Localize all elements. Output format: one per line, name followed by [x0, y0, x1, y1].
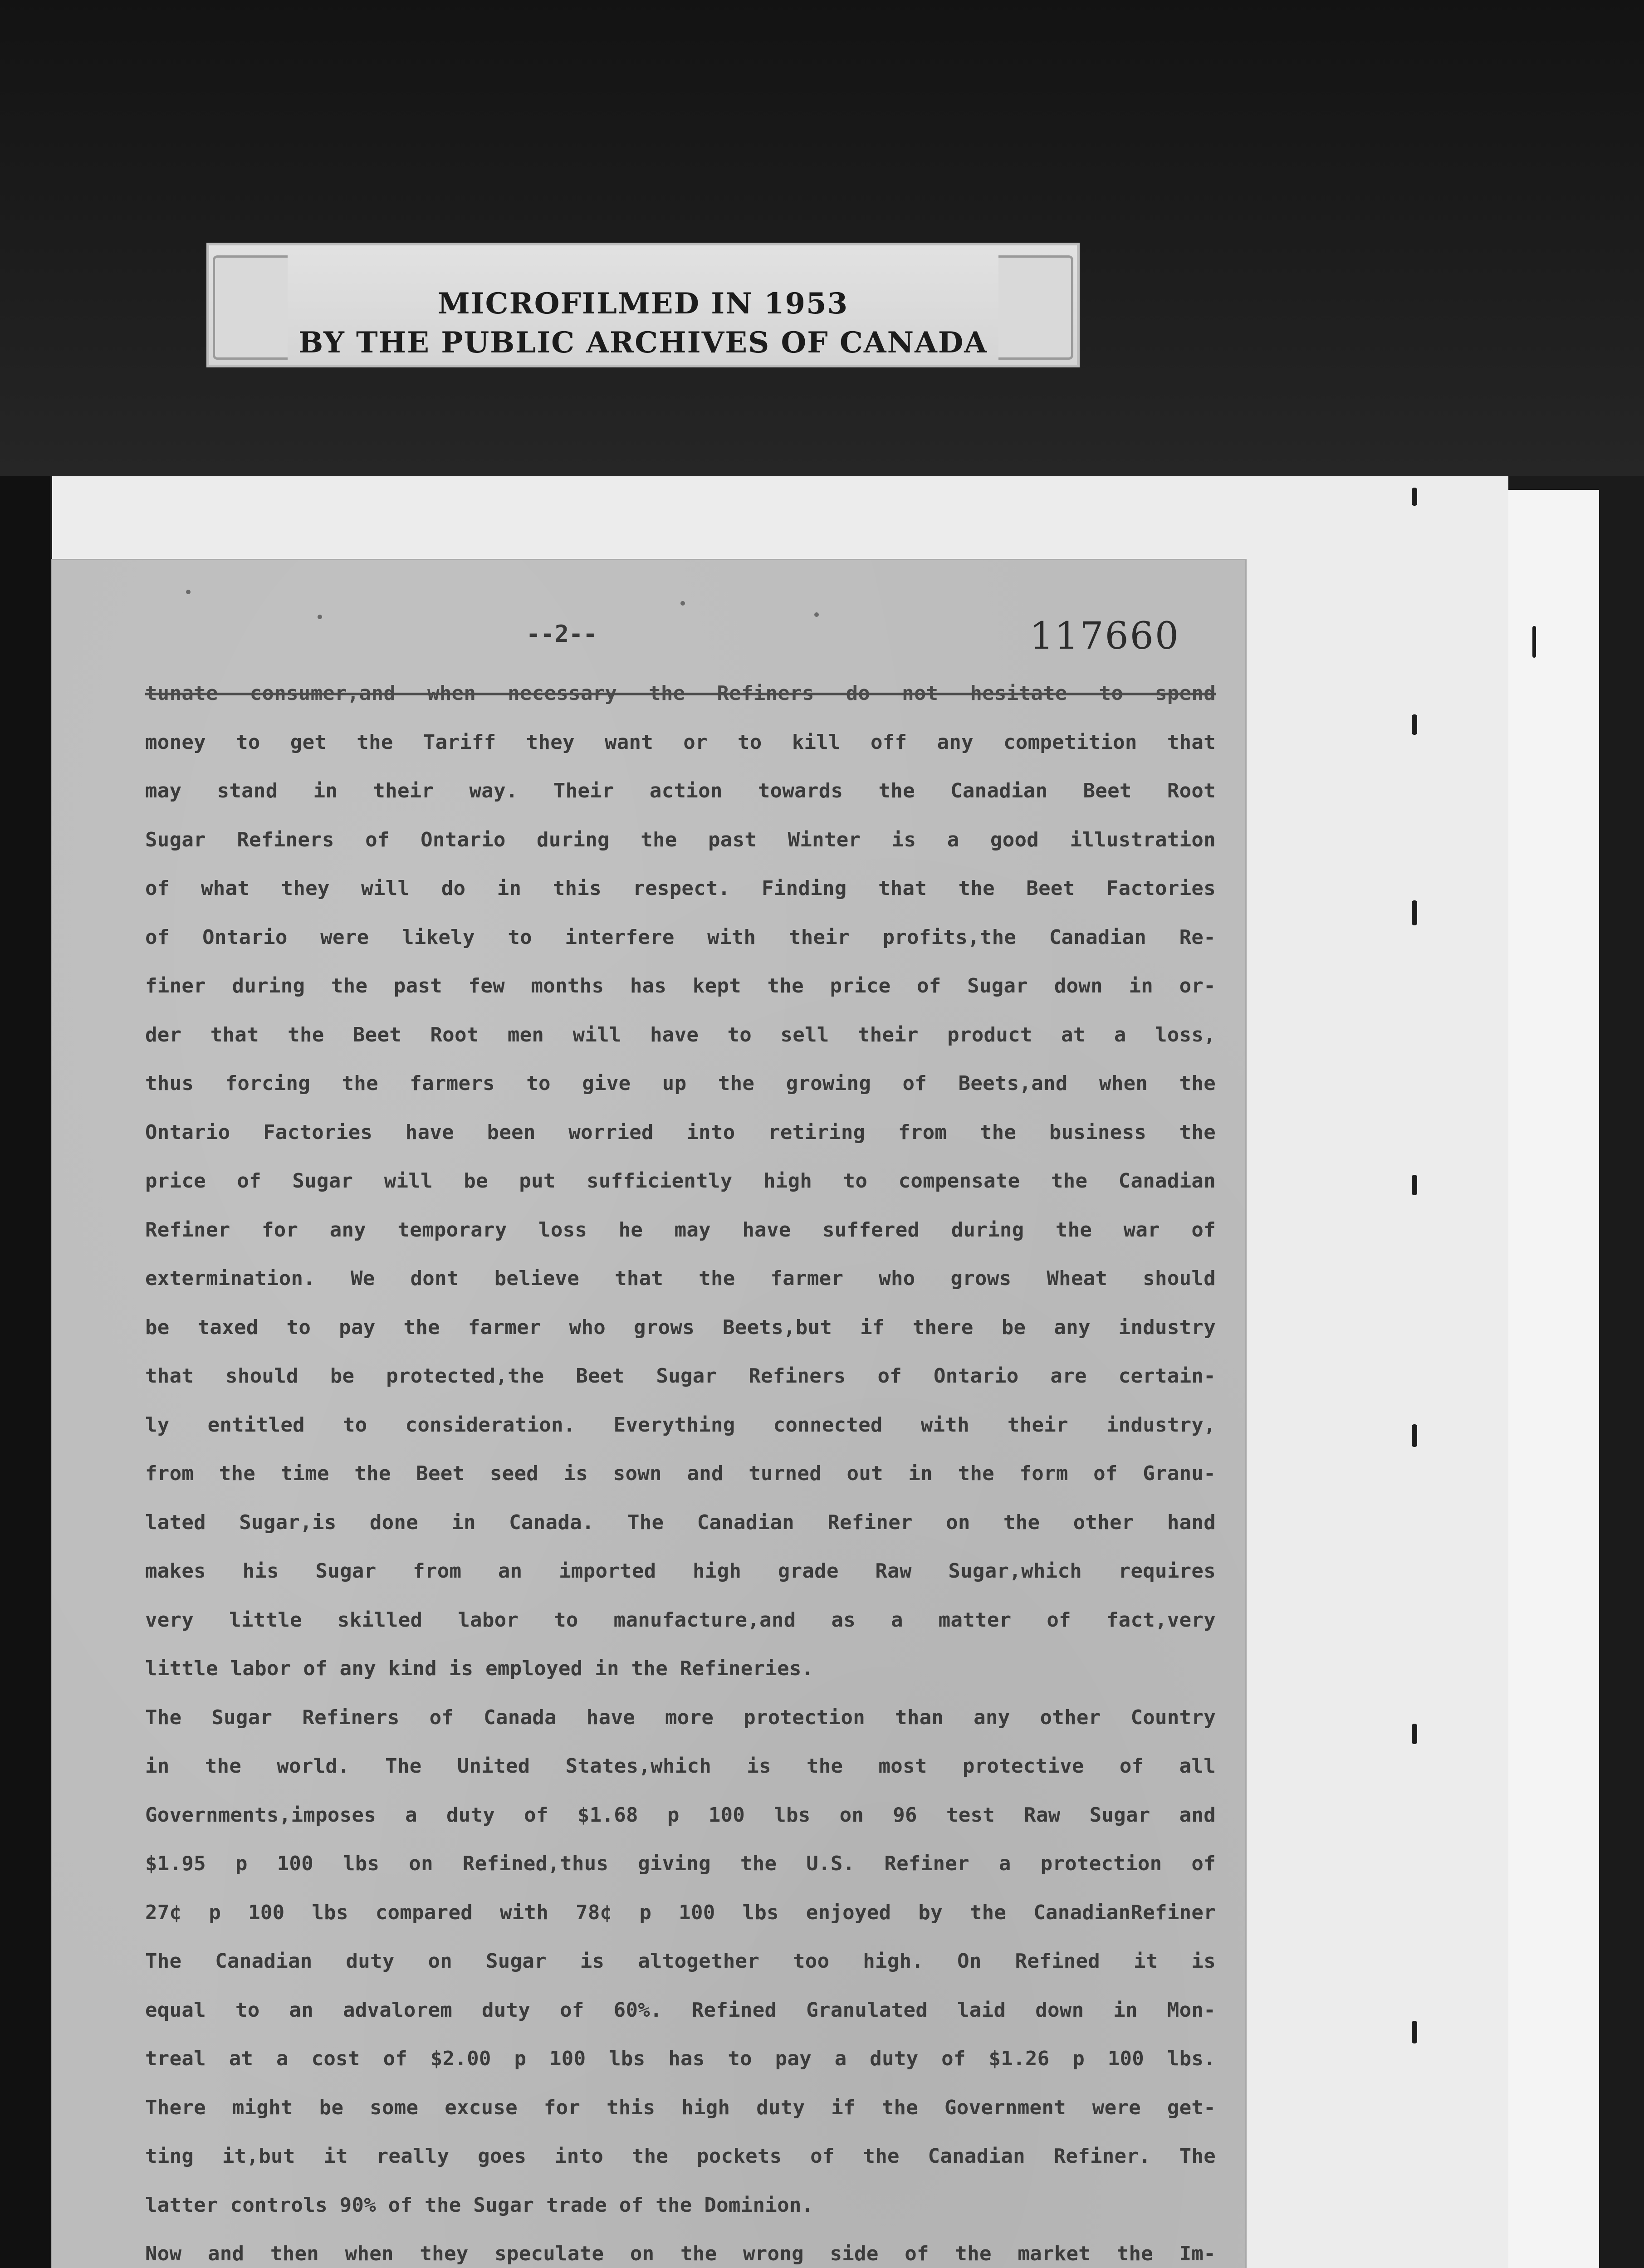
text-line: latter controls 90% of the Sugar trade of the Dominion.: [145, 2193, 814, 2217]
text-line: $1.95 p 100 lbs on Refined,thus giving the U.S. Refiner a protection of: [145, 1852, 1216, 1875]
text-line: ly entitled to consideration. Everything connected with their industry,: [145, 1413, 1216, 1437]
edge-mark: [1412, 900, 1417, 925]
text-line: The Canadian duty on Sugar is altogether too high. On Refined it is: [145, 1950, 1216, 1973]
text-line: of Ontario were likely to interfere with their profits,the Canadian Re-: [145, 925, 1216, 949]
paper-speck: [318, 615, 322, 619]
edge-mark: [1412, 714, 1417, 735]
paper-speck: [186, 590, 191, 594]
text-line: Ontario Factories have been worried into retiring from the business the: [145, 1120, 1216, 1144]
text-line: may stand in their way. Their action towards the Canadian Beet Root: [145, 779, 1216, 802]
paper-speck: [814, 612, 819, 617]
paper-speck: [680, 601, 685, 606]
edge-mark: [1412, 488, 1417, 506]
text-line: Refiner for any temporary loss he may have suffered during the war of: [145, 1218, 1216, 1242]
document-body: [145, 669, 1216, 2268]
text-line: be taxed to pay the farmer who grows Beets,but if there be any industry: [145, 1315, 1216, 1339]
text-line: treal at a cost of $2.00 p 100 lbs has to pay a duty of $1.26 p 100 lbs.: [145, 2047, 1216, 2070]
edge-mark: [1412, 1724, 1417, 1744]
text-line: makes his Sugar from an imported high grade Raw Sugar,which requires: [145, 1559, 1216, 1583]
text-line: Now and then when they speculate on the wrong side of the market the Im-: [145, 2242, 1216, 2265]
text-line: price of Sugar will be put sufficiently high to compensate the Canadian: [145, 1169, 1216, 1193]
text-line: There might be some excuse for this high duty if the Government were get-: [145, 2096, 1216, 2119]
text-line: tunate consumer,and when necessary the Refiners do not hesitate to spend: [145, 682, 1216, 705]
text-line: ting it,but it really goes into the pockets of the Canadian Refiner. The: [145, 2145, 1216, 2168]
text-line: from the time the Beet seed is sown and turned out in the form of Granu-: [145, 1462, 1216, 1485]
microfilm-border-left: [0, 476, 50, 2268]
text-line: in the world. The United States,which is the most protective of all: [145, 1755, 1216, 1778]
edge-mark: [1532, 626, 1536, 658]
text-line: of what they will do in this respect. Finding that the Beet Factories: [145, 877, 1216, 900]
text-line: money to get the Tariff they want or to kill off any competition that: [145, 730, 1216, 754]
edge-mark: [1412, 1424, 1417, 1447]
microfilm-label-text: [206, 284, 1080, 362]
edge-mark: [1412, 1175, 1417, 1195]
microfilm-border-top: [0, 0, 1644, 476]
page-number: --2--: [526, 621, 597, 648]
text-line: extermination. We dont believe that the farmer who grows Wheat should: [145, 1267, 1216, 1290]
document-number: 117660: [1030, 615, 1180, 658]
text-line: that should be protected,the Beet Sugar Refiners of Ontario are certain-: [145, 1364, 1216, 1388]
page-backing-right: [1508, 490, 1599, 2268]
microfilm-label: [206, 243, 1080, 367]
text-line: lated Sugar,is done in Canada. The Canadian Refiner on the other hand: [145, 1510, 1216, 1534]
label-line-1: MICROFILMED IN 1953: [437, 287, 849, 321]
text-line: der that the Beet Root men will have to sell their product at a loss,: [145, 1023, 1216, 1046]
text-line: thus forcing the farmers to give up the growing of Beets,and when the: [145, 1072, 1216, 1095]
label-line-2: BY THE PUBLIC ARCHIVES OF CANADA: [298, 326, 988, 360]
text-line: The Sugar Refiners of Canada have more protection than any other Country: [145, 1706, 1216, 1729]
text-line: little labor of any kind is employed in the Refineries.: [145, 1657, 814, 1680]
text-line: Sugar Refiners of Ontario during the past Winter is a good illustration: [145, 828, 1216, 851]
text-line: Governments,imposes a duty of $1.68 p 100 lbs on 96 test Raw Sugar and: [145, 1803, 1216, 1827]
text-line: finer during the past few months has kept the price of Sugar down in or-: [145, 974, 1216, 997]
text-line: equal to an advalorem duty of 60%. Refined Granulated laid down in Mon-: [145, 1998, 1216, 2022]
edge-mark: [1412, 2021, 1417, 2043]
text-line: 27¢ p 100 lbs compared with 78¢ p 100 lbs enjoyed by the CanadianRefiner: [145, 1901, 1216, 1924]
text-line: very little skilled labor to manufacture,and as a matter of fact,very: [145, 1608, 1216, 1632]
